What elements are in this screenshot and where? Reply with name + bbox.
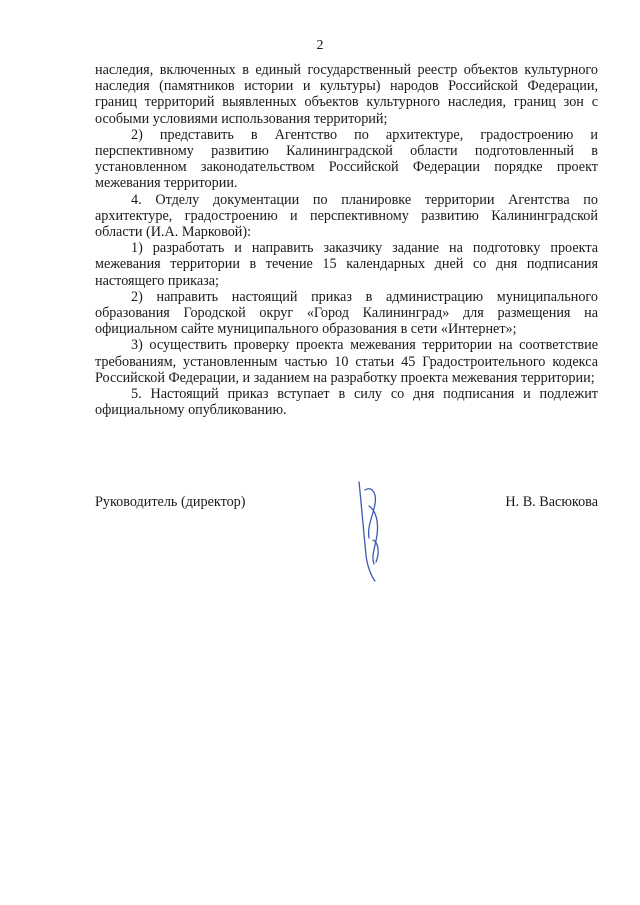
- document-body: [95, 62, 598, 418]
- page-number: 2: [316, 38, 324, 53]
- handwritten-signature: [345, 480, 395, 585]
- paragraph: наследия, включенных в единый государственный реестр объектов культурного наследия (памятников истории и культуры) народов Российской Федерации, границ территорий выявленных объектов культурного наследия, границ зон с особыми условиями использования территорий;: [95, 62, 598, 127]
- paragraph: 1) разработать и направить заказчику задание на подготовку проекта межевания территории в течение 15 календарных дней со дня подписания настоящего приказа;: [95, 240, 598, 289]
- signatory-title: Руководитель (директор): [95, 494, 246, 510]
- paragraph: 5. Настоящий приказ вступает в силу со дня подписания и подлежит официальному опубликованию.: [95, 386, 598, 419]
- paragraph: 4. Отделу документации по планировке территории Агентства по архитектуре, градостроению и перспективному развитию Калининградской области (И.А. Марковой):: [95, 191, 598, 241]
- paragraph: 2) представить в Агентство по архитектуре, градостроению и перспективному развитию Калининградской области подготовленный в установленном законодательством Российской Федерации порядке проект межевания территории.: [95, 126, 598, 192]
- paragraph: 2) направить настоящий приказ в администрацию муниципального образования Городской округ «Город Калининград» для размещения на официальном сайте муниципального образования в сети «Интернет»;: [95, 288, 598, 338]
- paragraph: 3) осуществить проверку проекта межевания территории на соответствие требованиям, установленным частью 10 статьи 45 Градостроительного кодекса Российской Федерации, и заданием на разработку проекта межевания территории;: [95, 337, 598, 386]
- signatory-name: Н. В. Васюкова: [505, 494, 598, 510]
- signature-block: [95, 494, 598, 594]
